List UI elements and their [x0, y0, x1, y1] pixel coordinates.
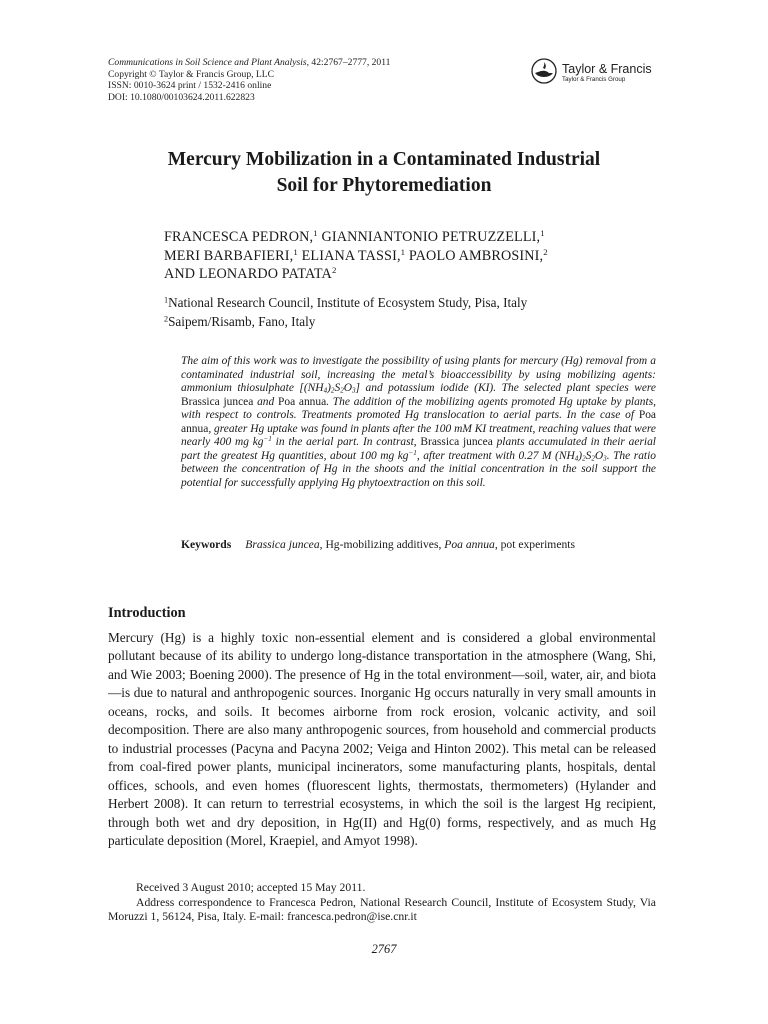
journal-citation: Communications in Soil Science and Plant Analysis, 42:2767–2777, 2011: [108, 57, 391, 68]
keywords-label: Keywords: [181, 538, 232, 551]
received-note: Received 3 August 2010; accepted 15 May 2011.: [136, 881, 366, 894]
footnotes: [108, 881, 656, 925]
title-line-1: Mercury Mobilization in a Contaminated Industrial: [167, 149, 601, 170]
affiliations: [164, 294, 527, 331]
species-poa: Poa annua: [277, 395, 327, 408]
lamp-icon: [529, 58, 559, 84]
section-heading-introduction: Introduction: [108, 605, 186, 621]
correspondence-note: Address correspondence to Francesca Pedron, National Research Council, Institute of Ecosystem Study, Via Moruzzi 1, 56124, Pisa, Italy. E-mail: francesca.pedron@ise.cnr.it: [108, 895, 656, 923]
author-line-1: FRANCESCA PEDRON,$^1$ GIANNIANTONIO PETRUZZELLI,$^1$: [164, 228, 545, 245]
title-line-2: Soil for Phytoremediation: [276, 175, 492, 196]
issn-line: ISSN: 0010-3624 print / 1532-2416 online: [108, 80, 272, 92]
publisher-group: Taylor & Francis Group: [562, 76, 626, 83]
article-title: [100, 147, 668, 199]
species-poa: Poa annua: [181, 409, 656, 435]
affiliation-1: $^1$National Research Council, Institute of Ecosystem Study, Pisa, Italy: [164, 295, 528, 310]
author-line-3: AND LEONARDO PATATA$^2$: [164, 265, 337, 282]
publisher-logo: [529, 58, 669, 86]
abstract: The aim of this work was to investigate the possibility of using plants for mercury (Hg) removal from a contaminated industrial soil, increasing the metal’s bioaccessibility by using mobilizing agents: ammonium thiosulphate $[(NH_4)_2S_2O_3]$ and potassium iodide (KI). The selected plant species were Brassica juncea and Poa annua. The addition of the mobilizing agents promoted Hg uptake by plants, with respect to controls. Treatments promoted Hg translocation to aerial parts. In the case of Poa annua, greater Hg uptake was found in plants after the 100 mM KI treatment, reaching values that were nearly 400 mg $kg^{-1}$ in the aerial part. In contrast, Brassica juncea plants accumulated in their aerial part the greatest Hg quantities, about 100 mg $kg^{-1}$, after treatment with 0.27 M $(NH_4)_2S_2O_3$. The ratio between the concentration of Hg in the shoots and the initial concentration in the soil support the potential for successfully applying Hg phytoextraction on this soil.: [181, 355, 657, 489]
doi-line: DOI: 10.1080/00103624.2011.622823: [108, 91, 255, 103]
affiliation-2: $^2$Saipem/Risamb, Fano, Italy: [164, 313, 316, 329]
author-list: [164, 228, 548, 284]
publisher-name: Taylor & Francis: [562, 62, 652, 76]
keywords: Keywords Brassica juncea, Hg-mobilizing additives, Poa annua, pot experiments: [181, 538, 575, 551]
journal-header: [108, 57, 390, 103]
author-line-2: MERI BARBAFIERI,$^1$ ELIANA TASSI,$^1$ PAOLO AMBROSINI,$^2$: [164, 246, 548, 264]
species-brassica: Brassica juncea: [181, 395, 254, 408]
page-number: 2767: [371, 942, 397, 956]
copyright-line: Copyright © Taylor & Francis Group, LLC: [108, 68, 275, 80]
introduction-paragraph: Mercury (Hg) is a highly toxic non-essential element and is considered a global environmental pollutant because of its ability to undergo long-distance transportation in the atmosphere (Wang, Shi, and Wie 2003; Boening 2000). The presence of Hg in the total environment—soil, water, air, and biota—is due to natural and anthropogenic sources. Inorganic Hg occurs naturally in very small amounts in oceans, rocks, and soils. It becomes airborne from rock erosion, volcanic activity, and soil decomposition. There are also many anthropogenic sources, from household and commercial products to industrial processes (Pacyna and Pacyna 2002; Veiga and Hinton 2002). This metal can be released from coal-fired power plants, municipal incinerators, some manufacturing plants, hospitals, dental offices, schools, and even homes (fluorescent lights, thermostats, thermometers) (Hylander and Herbert 2008). It can return to terrestrial ecosystems, in which the soil is the largest Hg recipient, through both wet and dry deposition, in Hg(II) and Hg(0) forms, respectively, and as much Hg particulate deposition (Morel, Kraepiel, and Amyot 1998).: [108, 630, 656, 848]
species-brassica: Brassica juncea: [420, 436, 493, 449]
